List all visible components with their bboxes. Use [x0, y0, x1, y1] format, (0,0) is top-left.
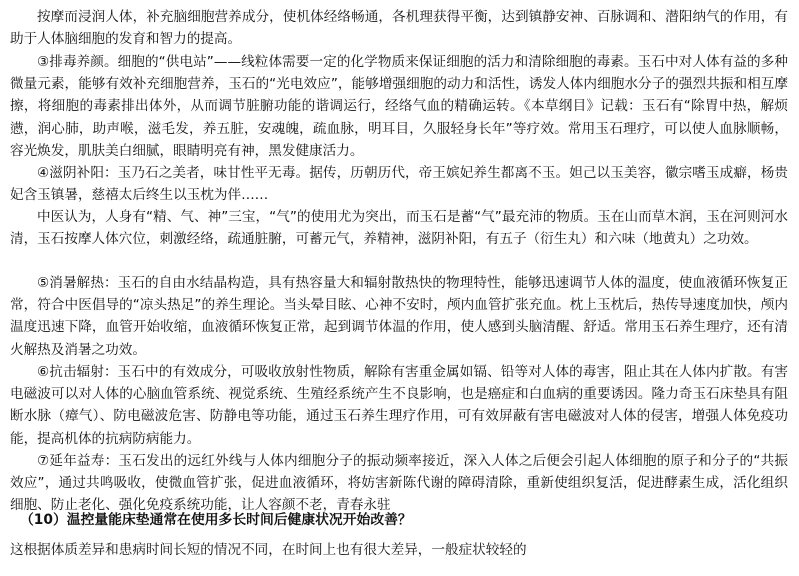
paragraph-longevity: ⑦延年益寿：玉石发出的远红外线与人体内细胞分子的振动频率接近，深入人体之后便会引起人体细胞的原子和分子的“共振效应”，通过共鸣吸收，使微血管扩张，促进血液循环，将妨害新陈代谢的障碍清除，重新使组织复活，促进酵素生成，活化组织细胞、防止老化、强化免疫系统功能，让人容颜不老，青春永驻	[10, 453, 788, 514]
paragraph-anti-radiation: ⑥抗击辐射：玉石中的有效成分，可吸收放射性物质，解除有害重金属如镉、铅等对人体的毒害，阻止其在人体内扩散。有害电磁波可以对人体的心脑血管系统、视觉系统、生殖经系统产生不良影响，也是癌症和白血病的重要诱因。隆力奇玉石床垫具有阻断水脉（瘴气）、防电磁波危害、防静电等功能，通过玉石养生理疗作用，可有效屏蔽有害电磁波对人体的侵害，增强人体免疫功能，提高机体的抗病防病能力。	[10, 364, 788, 447]
section-heading: （10）温控量能床垫通常在使用多长时间后健康状况开始改善？	[20, 512, 412, 528]
paragraph-nourish-yin-yang: ④滋阴补阳：玉乃石之美者，味甘性平无毒。据传，历朝历代，帝王嫔妃养生都离不玉。妲己以玉美容，徽宗嗜玉成癖，杨贵妃含玉镇暑，慈禧太后终生以玉枕为伴……	[10, 165, 788, 204]
paragraph-brain-nourishment: 按摩而浸润人体，补充脑细胞营养成分，使机体经络畅通，各机理获得平衡，达到镇静安神、百脉调和、潜阳纳气的作用，有助于人体脑细胞的发育和智力的提高。	[10, 9, 788, 48]
answer-text: 这根据体质差异和患病时间长短的情况不同，在时间上也有很大差异，一般症状较轻的	[10, 542, 527, 558]
paragraph-tcm-view: 中医认为，人身有“精、气、神”三宝，“气”的使用尤为突出，而玉石是蓄“气”最充沛的物质。玉在山而草木润，玉在河则河水清，玉石按摩人体穴位，刺激经络，疏通脏腑，可蓄元气，养精神，滋阴补阳，有五子（衍生丸）和六味（地黄丸）之功效。	[10, 209, 788, 248]
paragraph-detox-beauty: ③排毒养颜。细胞的“供电站”——线粒体需要一定的化学物质来保证细胞的活力和清除细胞的毒素。玉石中对人体有益的多种微量元素，能够有效补充细胞营养，玉石的“光电效应”，能够增强细胞的动力和活性，诱发人体内细胞水分子的强烈共振和相互摩擦，将细胞的毒素排出体外，从而调节脏腑功能的谐调运行，经络气血的精确运转。《本草纲目》记载：玉石有“除胃中热，解烦懑，润心肺，助声喉，滋毛发，养五脏，安魂魄，疏血脉，明耳目，久服轻身长年”等疗效。常用玉石理疗，可以使人血脉顺畅，容光焕发，肌肤美白细腻，眼睛明亮有神，黑发健康活力。	[10, 54, 788, 159]
paragraph-cooling-heat: ⑤消暑解热：玉石的自由水结晶构造，具有热容量大和辐射散热快的物理特性，能够迅速调节人体的温度，使血液循环恢复正常，符合中医倡导的“凉头热足”的养生理论。当头晕目眩、心神不安时，颅内血管扩张充血。枕上玉枕后，热传导速度加快，颅内温度迅速下降，血管开始收缩，血液循环恢复正常，起到调节体温的作用，使人感到头脑清醒、舒适。常用玉石养生理疗，还有清火解热及消暑之功效。	[10, 275, 788, 358]
